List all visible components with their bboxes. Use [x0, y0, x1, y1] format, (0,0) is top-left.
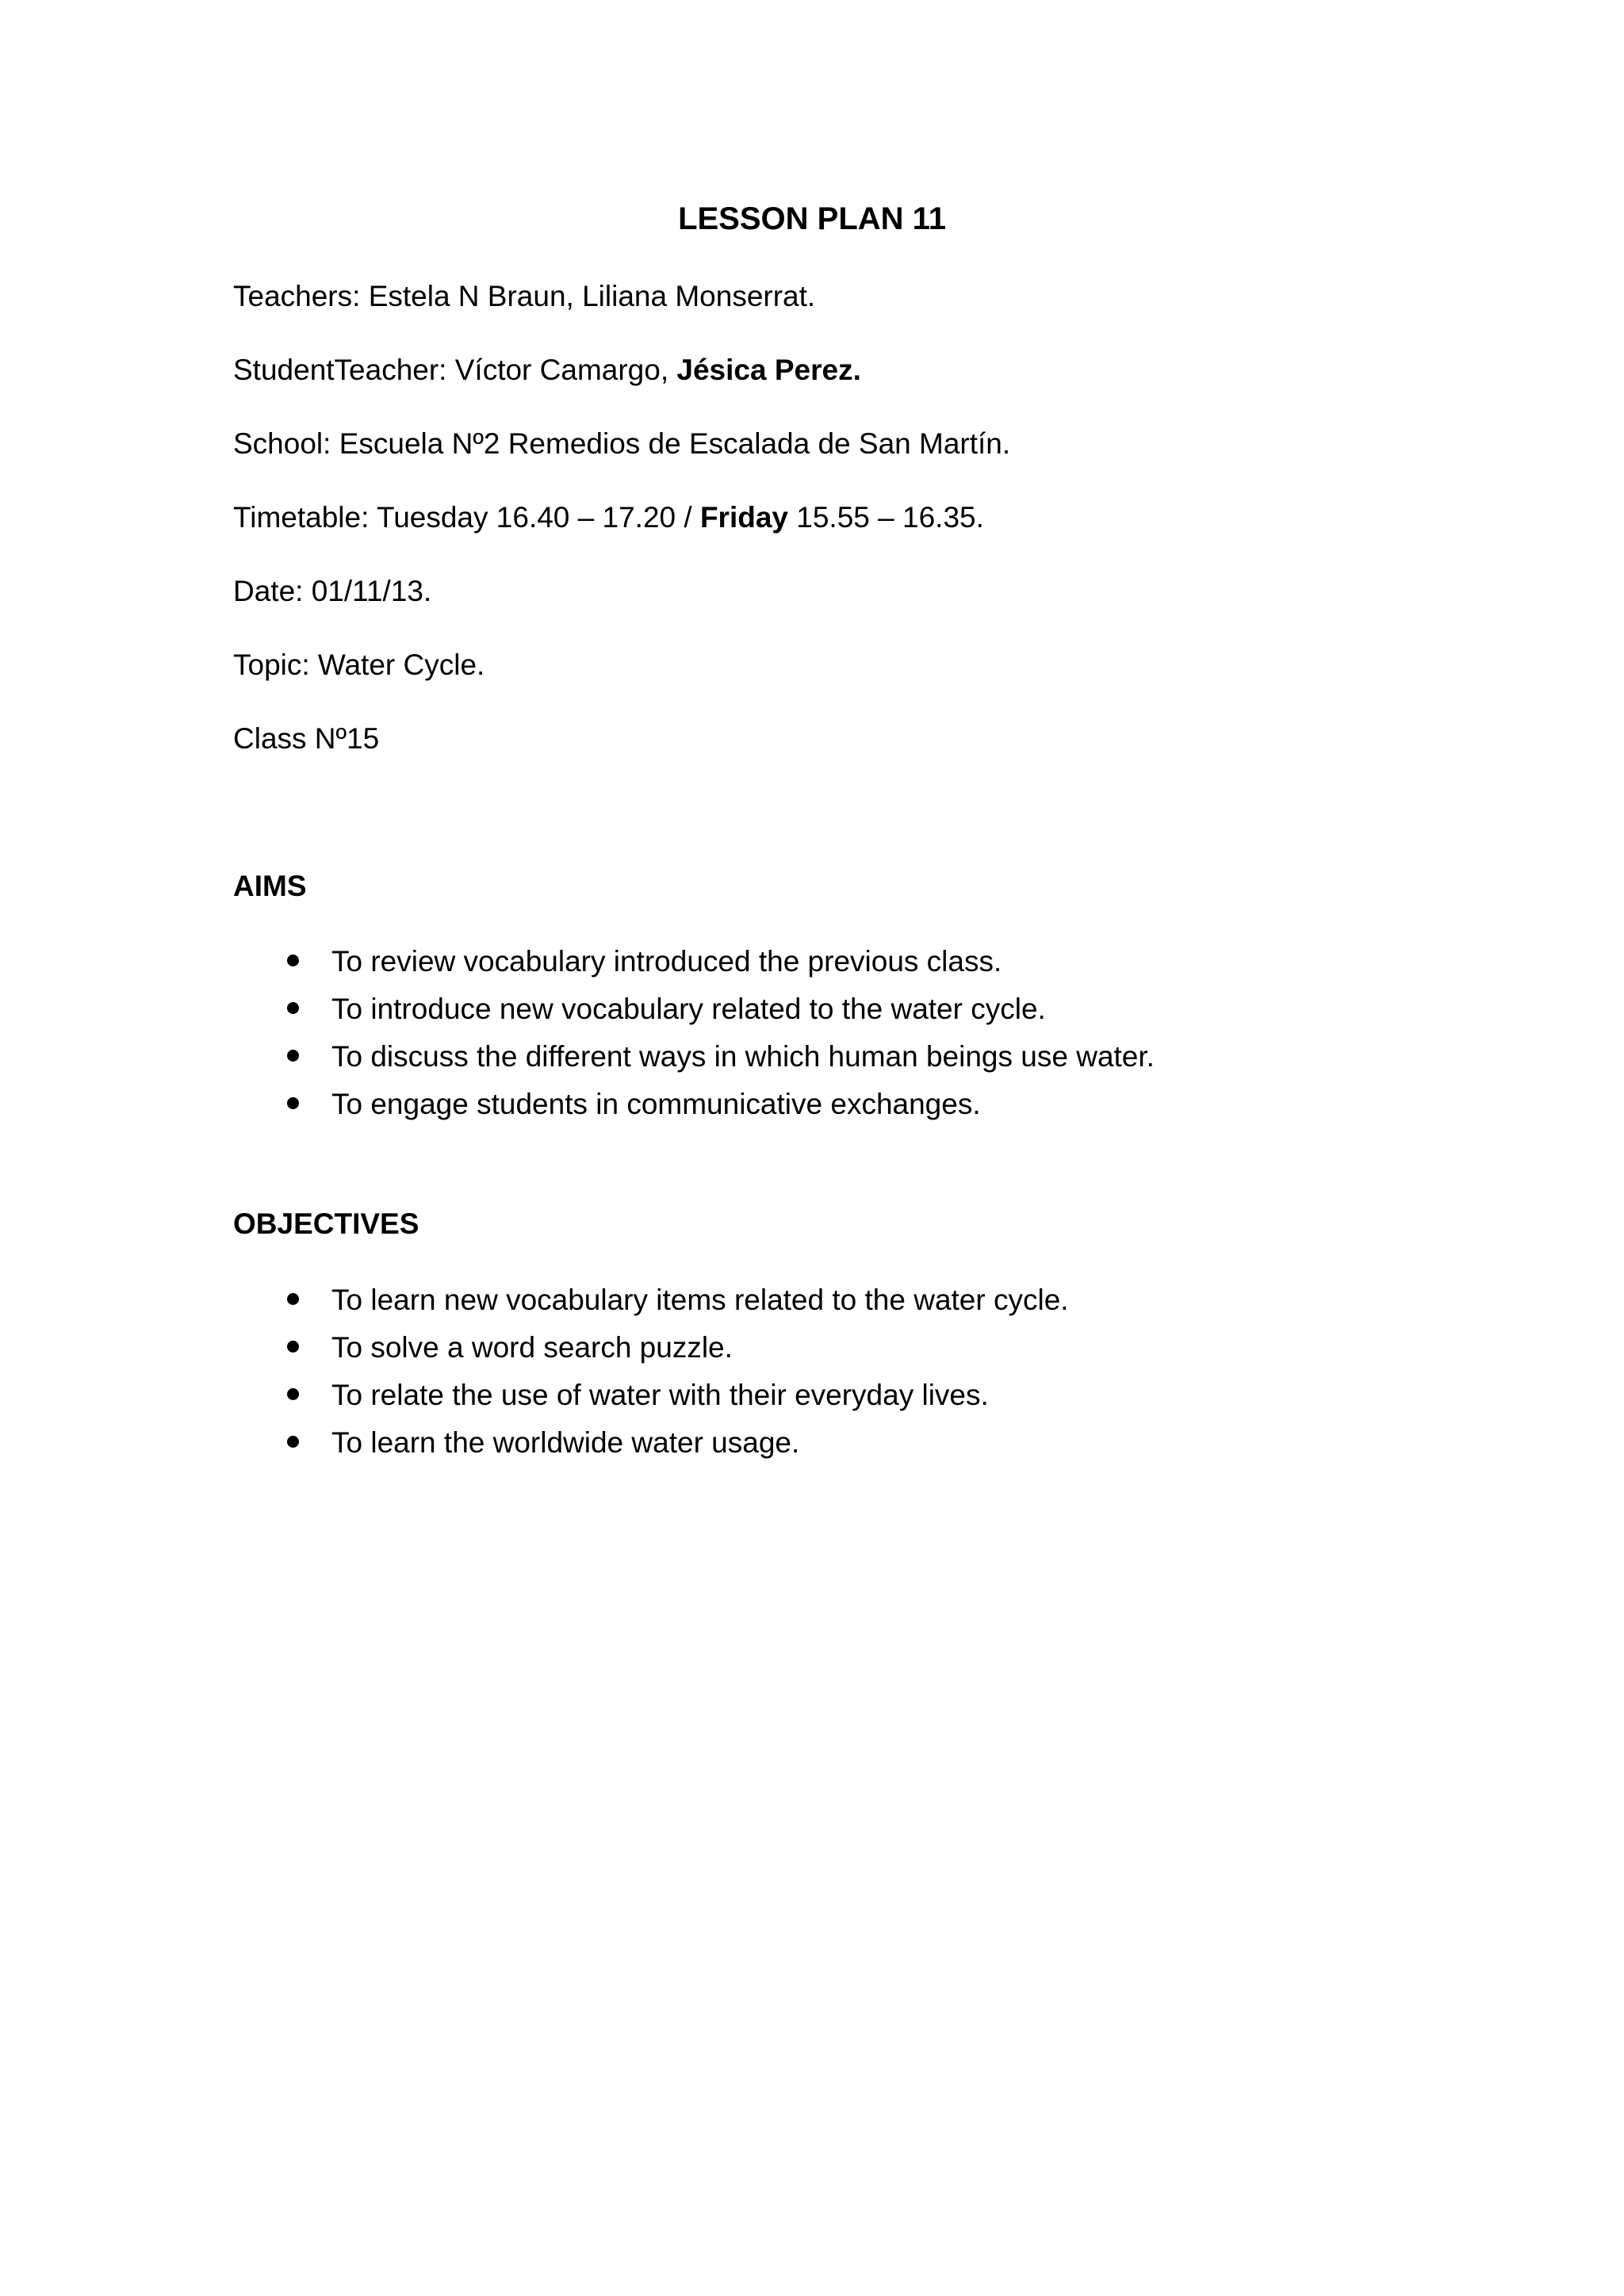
bullet-icon [287, 1050, 299, 1062]
timetable-line [233, 499, 984, 537]
bullet-icon [287, 1436, 299, 1448]
bullet-icon [287, 1388, 299, 1400]
school-line: School: Escuela Nº2 Remedios de Escalada de San Martín. [233, 427, 1011, 460]
timetable-friday-time: 15.55 – 16.35. [788, 501, 984, 534]
page-title: LESSON PLAN 11 [678, 201, 946, 236]
objectives-item-text: To learn the worldwide water usage. [331, 1426, 800, 1459]
bullet-icon [287, 1293, 299, 1305]
student-teacher-line [233, 351, 861, 389]
timetable-friday: Friday [699, 501, 788, 534]
aims-item-text: To introduce new vocabulary related to the water cycle. [331, 993, 1046, 1025]
aims-item-text: To review vocabulary introduced the previous class. [331, 945, 1002, 978]
bullet-icon [287, 1002, 299, 1014]
objectives-item-text: To learn new vocabulary items related to the water cycle. [331, 1284, 1069, 1316]
objectives-item-text: To solve a word search puzzle. [331, 1331, 733, 1364]
student-teacher-label: StudentTeacher: Víctor Camargo, [233, 354, 677, 386]
student-teacher-bold-name: Jésica Perez. [676, 354, 861, 386]
objectives-heading: OBJECTIVES [233, 1207, 419, 1240]
topic-line: Topic: Water Cycle. [233, 649, 485, 681]
bullet-icon [287, 955, 299, 966]
class-number-line: Class Nº15 [233, 722, 380, 755]
aims-heading: AIMS [233, 870, 307, 902]
objectives-item-text: To relate the use of water with their everyday lives. [331, 1379, 989, 1411]
timetable-label: Timetable: Tuesday 16.40 – 17.20 / [233, 501, 700, 534]
teachers-line: Teachers: Estela N Braun, Liliana Monserrat. [233, 280, 816, 312]
bullet-icon [287, 1341, 299, 1353]
bullet-icon [287, 1097, 299, 1109]
date-line: Date: 01/11/13. [233, 575, 432, 607]
aims-item-text: To engage students in communicative exchanges. [331, 1088, 981, 1120]
aims-item-text: To discuss the different ways in which human beings use water. [331, 1040, 1155, 1073]
